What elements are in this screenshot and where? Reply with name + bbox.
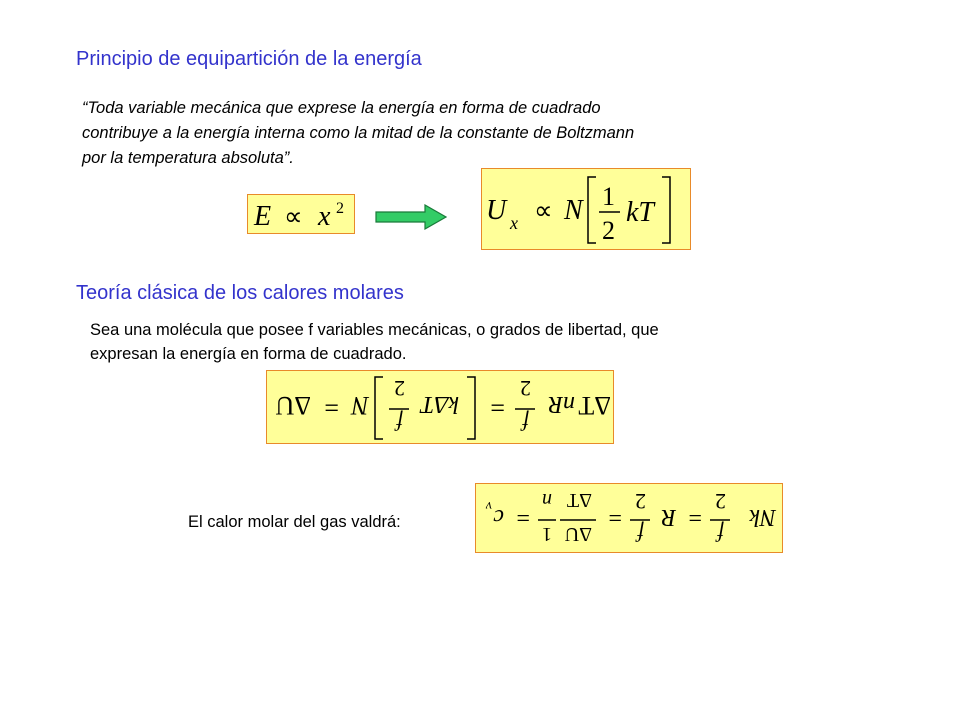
svg-text:2: 2 [635, 489, 646, 514]
svg-text:ΔU: ΔU [275, 391, 311, 420]
molar-heat-label: El calor molar del gas valdrá: [188, 513, 401, 531]
svg-text:U: U [486, 195, 507, 226]
quote-line: “Toda variable mecánica que exprese la energía en forma de cuadrado [82, 99, 601, 117]
svg-text:2: 2 [394, 376, 405, 401]
body-line: Sea una molécula que posee f variables mecánicas, o grados de libertad, que [90, 321, 659, 339]
svg-text:2: 2 [715, 489, 726, 514]
svg-text:x: x [318, 201, 331, 232]
svg-text:x: x [510, 213, 518, 233]
svg-text:=: = [490, 393, 505, 422]
svg-text:∝: ∝ [284, 202, 303, 231]
svg-text:n: n [542, 489, 552, 511]
right-arrow-icon [375, 204, 447, 230]
section1-title: Principio de equipartición de la energía [76, 48, 422, 70]
equation-delta-u [267, 371, 615, 445]
svg-text:ΔT: ΔT [566, 489, 592, 511]
degrees-of-freedom-text [90, 318, 659, 366]
svg-text:f: f [396, 410, 403, 435]
svg-text:=: = [688, 504, 702, 530]
svg-text:v: v [485, 498, 492, 513]
equipartition-quote [82, 96, 842, 171]
svg-text:=: = [324, 393, 339, 422]
svg-text:∝: ∝ [534, 196, 553, 225]
svg-text:1: 1 [542, 523, 552, 545]
quote-line: contribuye a la energía interna como la mitad de la constante de Boltzmann [82, 124, 635, 142]
svg-text:f: f [717, 521, 724, 546]
svg-text:kΔT: kΔT [420, 391, 459, 417]
equation-ux-nkt [482, 169, 692, 251]
equation-e-prop-x2 [248, 195, 356, 235]
svg-text:E: E [254, 201, 272, 232]
equation-box-proportional [247, 194, 355, 234]
svg-text:=: = [608, 504, 622, 530]
svg-text:kT: kT [626, 197, 654, 228]
equation-cv [476, 484, 784, 554]
svg-text:N: N [351, 391, 369, 420]
svg-text:nR: nR [548, 391, 575, 417]
svg-text:f: f [522, 410, 529, 435]
svg-text:2: 2 [602, 216, 615, 245]
equation-box-molar-heat [475, 483, 783, 553]
section2-title: Teoría clásica de los calores molares [76, 282, 404, 304]
svg-text:2: 2 [336, 200, 344, 217]
svg-text:f: f [637, 521, 644, 546]
quote-line: por la temperatura absoluta”. [82, 149, 294, 167]
equation-box-energy [481, 168, 691, 250]
equation-box-internal-energy [266, 370, 614, 444]
svg-text:Nk: Nk [749, 504, 776, 530]
svg-text:N: N [564, 195, 583, 226]
svg-text:c: c [493, 504, 504, 530]
svg-text:ΔU: ΔU [564, 523, 592, 545]
svg-text:=: = [516, 504, 530, 530]
svg-text:2: 2 [520, 376, 531, 401]
svg-text:1: 1 [602, 182, 615, 211]
body-line: expresan la energía en forma de cuadrado. [90, 345, 407, 363]
svg-text:ΔT: ΔT [578, 391, 611, 420]
svg-text:R: R [661, 504, 676, 530]
